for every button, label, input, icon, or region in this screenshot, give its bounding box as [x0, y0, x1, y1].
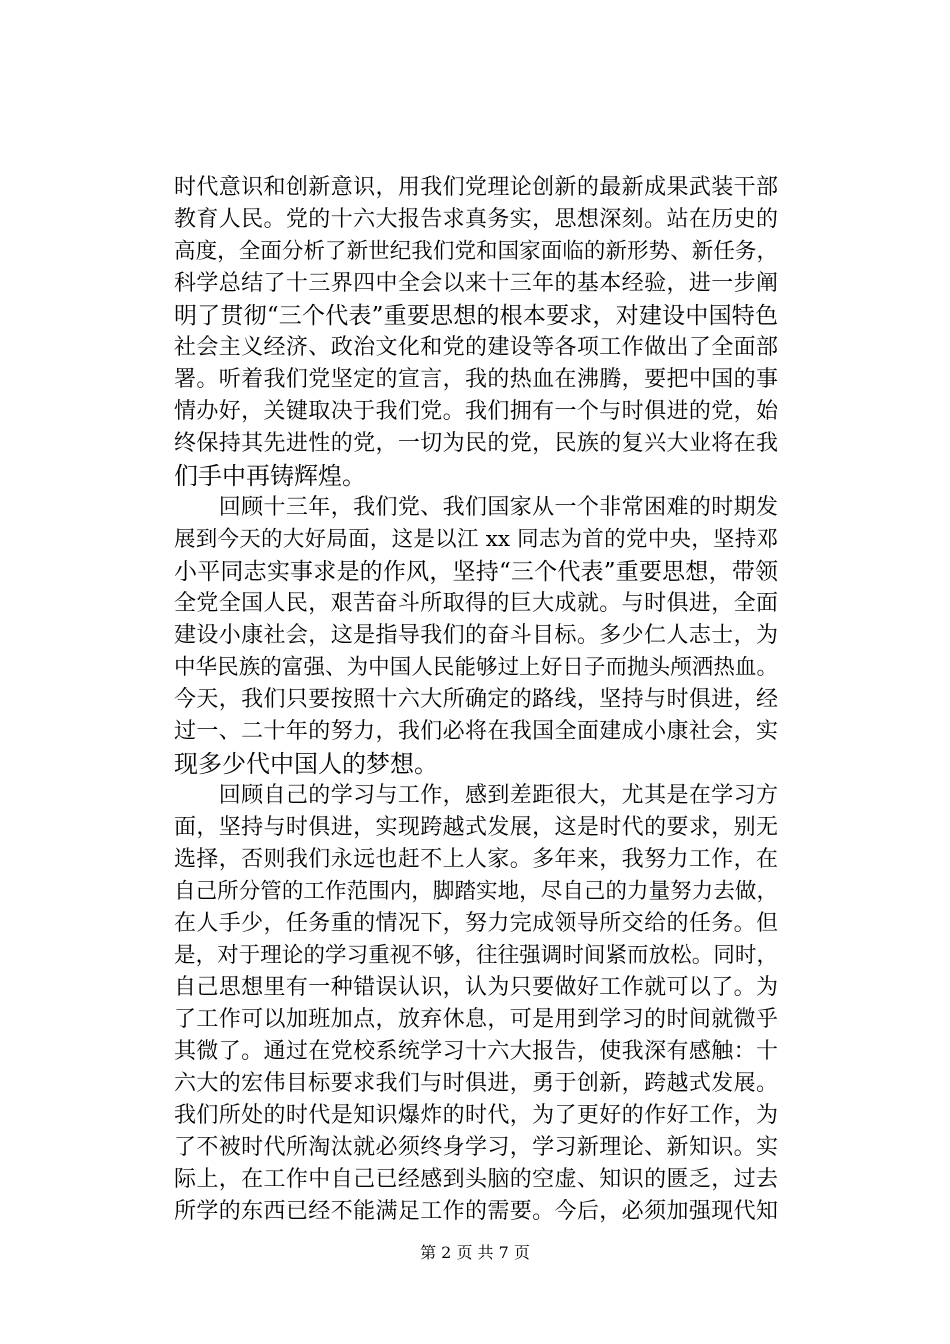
text-line: 署。听着我们党坚定的宣言，我的热血在沸腾，要把中国的事 — [174, 367, 778, 392]
text-line: 回顾自己的学习与工作，感到差距很大，尤其是在学习方 — [174, 783, 778, 808]
text-line: 全党全国人民，艰苦奋斗所取得的巨大成就。与时俱进，全面 — [174, 591, 778, 616]
text-line: 科学总结了十三界四中全会以来十三年的基本经验，进一步阐 — [174, 271, 778, 296]
text-line: 高度，全面分析了新世纪我们党和国家面临的新形势、新任务， — [174, 239, 778, 264]
body-text — [174, 172, 778, 1228]
text-line: 自己思想里有一种错误认识，认为只要做好工作就可以了。为 — [174, 975, 778, 1000]
text-line: 建设小康社会，这是指导我们的奋斗目标。多少仁人志士，为 — [174, 623, 778, 648]
text-line: 现多少代中国人的梦想。 — [174, 750, 438, 778]
text-line: 情办好，关键取决于我们党。我们拥有一个与时俱进的党，始 — [174, 399, 778, 424]
text-line: 时代意识和创新意识，用我们党理论创新的最新成果武装干部 — [174, 175, 778, 200]
page-footer: 第 2 页 共 7 页 — [420, 1243, 530, 1262]
text-line: 是，对于理论的学习重视不够，往往强调时间紧而放松。同时， — [174, 943, 778, 968]
text-line: 终保持其先进性的党，一切为民的党，民族的复兴大业将在我 — [174, 431, 778, 456]
text-line: 所学的东西已经不能满足工作的需要。今后，必须加强现代知 — [174, 1199, 778, 1224]
text-line: 了工作可以加班加点，放弃休息，可是用到学习的时间就微乎 — [174, 1007, 778, 1032]
text-line: 我们所处的时代是知识爆炸的时代，为了更好的作好工作，为 — [174, 1103, 778, 1128]
text-line: 明了贯彻“三个代表”重要思想的根本要求，对建设中国特色 — [174, 303, 778, 329]
text-line: 回顾十三年，我们党、我们国家从一个非常困难的时期发 — [174, 495, 778, 520]
text-line: 面，坚持与时俱进，实现跨越式发展，这是时代的要求，别无 — [174, 815, 778, 840]
text-line: 在人手少，任务重的情况下，努力完成领导所交给的任务。但 — [174, 911, 778, 936]
text-line: 其微了。通过在党校系统学习十六大报告，使我深有感触：十 — [174, 1039, 778, 1064]
text-line: 际上，在工作中自己已经感到头脑的空虚、知识的匮乏，过去 — [174, 1167, 778, 1192]
text-line: 社会主义经济、政治文化和党的建设等各项工作做出了全面部 — [174, 335, 778, 360]
text-line: 六大的宏伟目标要求我们与时俱进，勇于创新，跨越式发展。 — [174, 1071, 778, 1096]
text-line: 了不被时代所淘汰就必须终身学习，学习新理论、新知识。实 — [174, 1135, 778, 1160]
text-line: 自己所分管的工作范围内，脚踏实地，尽自己的力量努力去做， — [174, 879, 778, 904]
text-line: 展到今天的大好局面，这是以江 xx 同志为首的党中央，坚持邓 — [174, 527, 778, 552]
text-line: 过一、二十年的努力，我们必将在我国全面建成小康社会，实 — [174, 719, 778, 744]
text-line: 教育人民。党的十六大报告求真务实，思想深刻。站在历史的 — [174, 207, 778, 232]
text-line: 今天，我们只要按照十六大所确定的路线，坚持与时俱进，经 — [174, 687, 778, 712]
text-line: 中华民族的富强、为中国人民能够过上好日子而抛头颅洒热血。 — [174, 655, 778, 680]
text-line: 们手中再铸辉煌。 — [174, 462, 366, 490]
text-line: 小平同志实事求是的作风，坚持“三个代表”重要思想，带领 — [174, 559, 778, 585]
text-line: 选择，否则我们永远也赶不上人家。多年来，我努力工作，在 — [174, 847, 778, 872]
